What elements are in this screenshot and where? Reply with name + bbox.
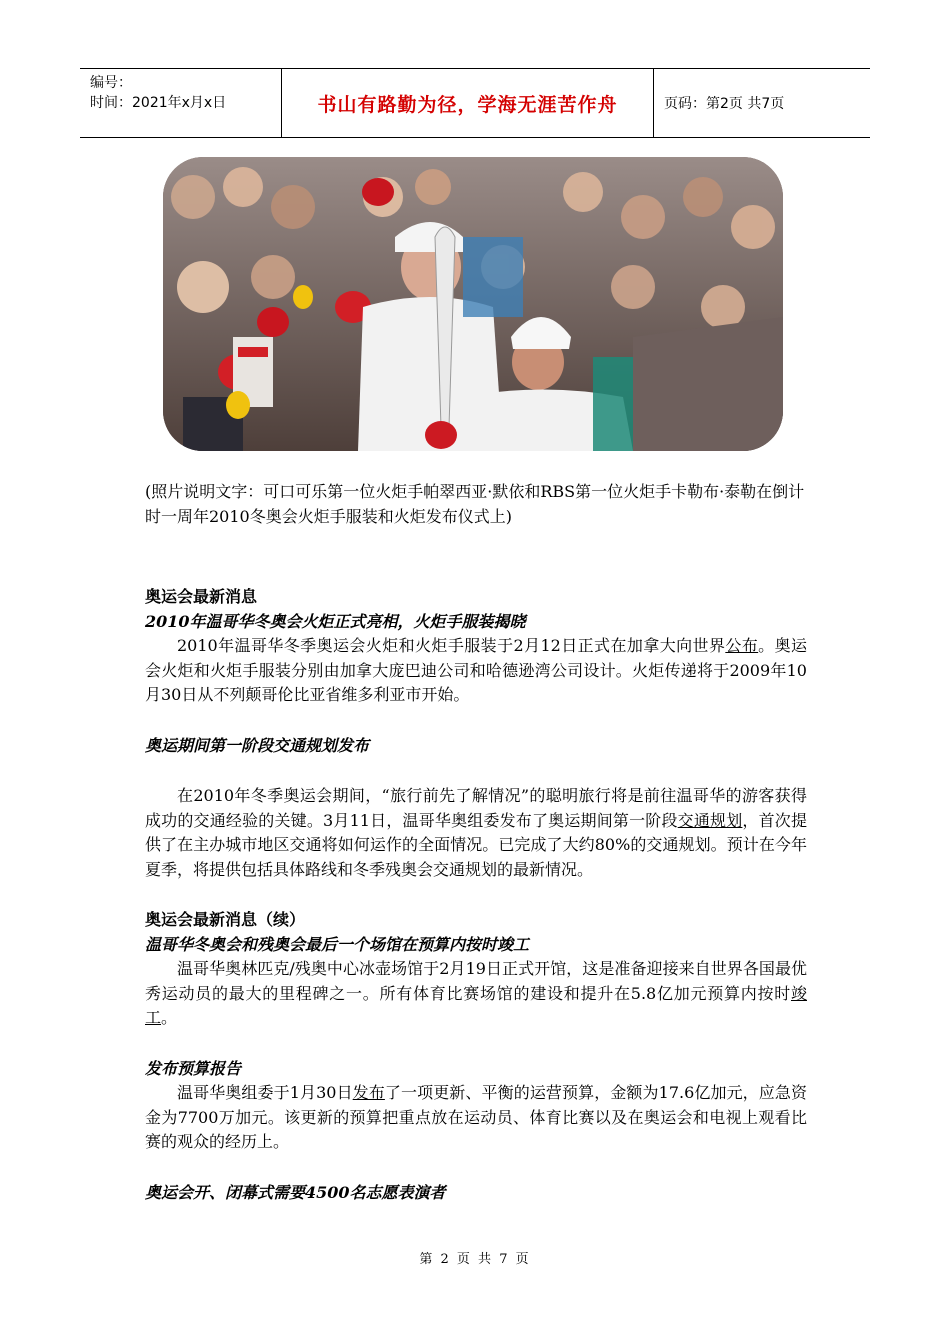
traffic-text-a: 在2010年冬季奥运会期间，“旅行前先了解情况”的聪明旅行将是前往温哥华的游客获得成功的交通经验的关键。3月11日，温哥华奥组委发布了奥运期间第一阶段: [145, 786, 807, 830]
torch-text-a: 2010年温哥华冬季奥运会火炬和火炬手服装于2月12日正式在加拿大向世界: [177, 636, 726, 655]
page-header: [80, 68, 870, 138]
article-body: [145, 480, 807, 1205]
page-footer: 第 2 页 共 7 页: [419, 1252, 531, 1267]
torch-headline: 2010年温哥华冬奥会火炬正式亮相，火炬手服装揭晓: [145, 611, 526, 631]
number-label: 编号：: [90, 75, 132, 91]
torch-paragraph: [145, 634, 807, 708]
completion-link[interactable]: 竣工: [145, 983, 807, 1027]
volunteer-headline: 奥运会开、闭幕式需要4500名志愿表演者: [145, 1182, 446, 1202]
venue-headline: 温哥华冬奥会和残奥会最后一个场馆在预算内按时竣工: [145, 934, 530, 954]
budget-text-b: 了一项更新、平衡的运营预算，金额为17.6亿加元，应急资金为7700万加元。该更新的预算把重点放在运动员、体育比赛以及在奥运会和电视上观看比赛的观众的经历上。: [145, 1083, 807, 1151]
header-page-number: 页码：第2页 共7页: [664, 96, 785, 112]
venue-text-a: 温哥华奥林匹克/残奥中心冰壶场馆于2月19日正式开馆，这是准备迎接来自世界各国最优秀运动员的最大的里程碑之一。所有体育比赛场馆的建设和提升在5.8亿加元预算内按时: [145, 959, 807, 1003]
venue-text-b: 。: [161, 1008, 178, 1027]
traffic-paragraph: [145, 784, 807, 882]
traffic-plan-link[interactable]: 交通规划: [677, 810, 743, 830]
photo-caption: (照片说明文字：可口可乐第一位火炬手帕翠西亚·默依和RBS第一位火炬手卡勒布·泰勒在倒计时一周年2010冬奥会火炬手服装和火炬发布仪式上): [145, 482, 805, 526]
budget-text-a: 温哥华奥组委于1月30日: [177, 1083, 353, 1102]
budget-headline: 发布预算报告: [145, 1058, 242, 1078]
release-link[interactable]: 发布: [352, 1083, 385, 1102]
header-meta: [80, 69, 282, 137]
announce-link[interactable]: 公布: [725, 636, 759, 655]
traffic-text-b: ，首次提供了在主办城市地区交通将如何运作的全面情况。已完成了大约80%的交通规划。预计在今年夏季，将提供包括具体路线和冬季残奥会交通规划的最新情况。: [145, 810, 807, 879]
budget-paragraph: [145, 1081, 807, 1155]
torch-relay-photo: [163, 157, 783, 451]
torch-text-b: 。奥运会火炬和火炬手服装分别由加拿大庞巴迪公司和哈德逊湾公司设计。火炬传递将于2009年10月30日从不列颠哥伦比亚省维多利亚市开始。: [145, 636, 807, 704]
time-label: 时间：2021年x月x日: [90, 95, 227, 111]
traffic-headline: 奥运期间第一阶段交通规划发布: [145, 735, 370, 755]
header-motto: 书山有路勤为径，学海无涯苦作舟: [282, 69, 654, 137]
news-continued-title: 奥运会最新消息（续）: [145, 910, 306, 929]
venue-paragraph: [145, 957, 807, 1031]
news-section-title: 奥运会最新消息: [145, 587, 258, 606]
